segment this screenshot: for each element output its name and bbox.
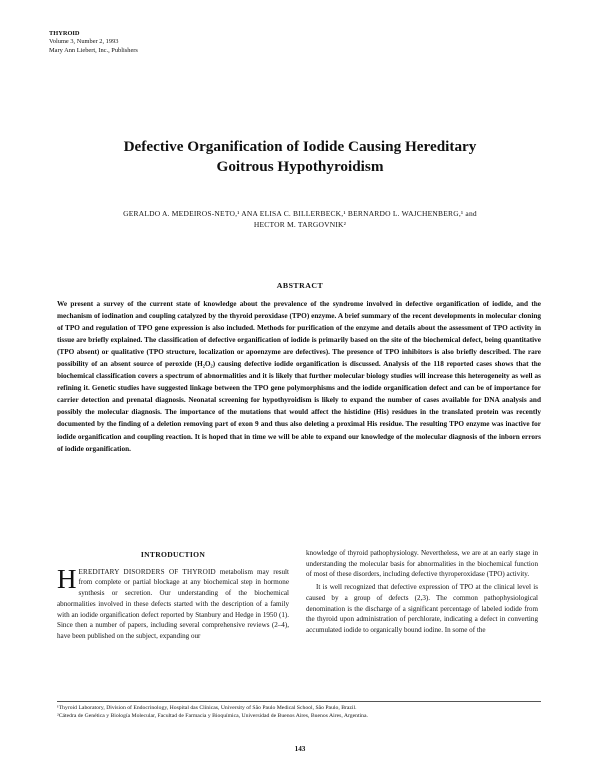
right-column [306,548,538,636]
introduction-right-para-1: knowledge of thyroid pathophysiology. Nevertheless, we are at an early stage in understanding the molecular basis for abnormalities in the biochemical function of most of these disorders, including defective thyroperoxidase (TPO) activity. [306,549,538,579]
journal-volume: Volume 3, Number 2, 1993 [49,38,119,46]
abstract-text: We present a survey of the current state of knowledge about the prevalence of the syndrome involved in defective organification of iodide, and the mechanism of iodination and coupling catalyzed by the thyroid peroxidase (TPO) enzyme. A brief summary of the recent developments in molecular cloning of TPO and regulation of TPO gene expression is also included. Methods for purification of the enzyme and details about the assessment of TPO activity in tissue are briefly explained. The classification of defective organification of iodide is primarily based on the site of the biochemical defect, being quantitative (TPO absent) or qualitative (TPO structure, localization or apoenzyme are defectives). The presence of TPO inhibitors is also briefly described. The rare possibility of an absent source of peroxide (H₂O₂) causing defective iodide organification is discussed. Analysis of the 118 reported cases shows that the biochemical classification covers a spectrum of abnormalities and it is likely that further molecular biology studies will increase this heterogeneity as well as refining it. Genetic studies have suggested linkage between the TPO gene polymorphisms and the iodide organification defect and can be of importance for carrier detection and prenatal diagnosis. Neonatal screening for hypothyroidism is likely to expand the number of cases available for DNA analysis and possibly the molecular diagnosis. The importance of the mutations that would affect the histidine (His) residues in the translated protein was recently documented by the finding of a deletion removing part of exon 9 and thus also deleting a proximal His residue. The resulting TPO enzyme was inactive for iodide organification and coupling reaction. It is hoped that in time we will be able to expand our knowledge of the molecular diagnosis of the inborn errors of iodide organification. [57,300,541,453]
article-title-line-1: Defective Organification of Iodide Causing Hereditary [123,138,477,155]
author-list [55,208,545,230]
drop-cap: H [57,563,77,594]
introduction-heading: INTRODUCTION [140,550,206,559]
journal-header [49,30,249,55]
left-column [57,550,289,642]
author-list-line-2: HECTOR M. TARGOVNIK² [253,220,347,229]
footnote-divider [57,701,541,702]
introduction-left-body: metabolism may result from complete or partial blockage at any biochemical step in hormone synthesis or secretion. Our understanding of the biochemical abnormalities involved in these defects started with the description of a family with an iodide organification defect reported by Stanbury and Hedge in 1950 (1). Since then a number of papers, including several comprehensive reviews (2–4), have been published on the subject, expanding our [57,567,289,640]
article-title-line-2: Goitrous Hypothyroidism [216,158,384,175]
affiliations [57,705,541,721]
article-title [60,137,540,177]
abstract-heading: ABSTRACT [276,281,324,290]
page-number: 143 [294,745,306,753]
author-list-line-1: GERALDO A. MEDEIROS-NETO,¹ ANA ELISA C. BILLERBECK,¹ BERNARDO L. WAJCHENBERG,¹ and [123,209,477,218]
affiliation-1: ¹Thyroid Laboratory, Division of Endocrinology, Hospital das Clínicas, University of São Paulo Medical School, São Paulo, Brazil. [57,705,357,711]
journal-name: THYROID [49,30,80,37]
introduction-left-text [57,563,289,642]
affiliation-2: ²Cátedra de Genética y Biología Molecular, Facultad de Farmacia y Bioquímica, Universidad de Buenos Aires, Buenos Aires, Argentina. [57,712,368,719]
journal-publisher: Mary Ann Liebert, Inc., Publishers [49,46,138,54]
introduction-lead: EREDITARY DISORDERS OF THYROID [78,567,216,576]
introduction-right-para-2: It is well recognized that defective expression of TPO at the clinical level is caused by a group of defects (2,3). The common pathophysiological denomination is the discharge of a significant percentage of labeled iodide from the thyroid upon administration of perchlorate, indicating a defect in converting accumulated iodide to organically bound iodine. In some of the [306,583,538,634]
